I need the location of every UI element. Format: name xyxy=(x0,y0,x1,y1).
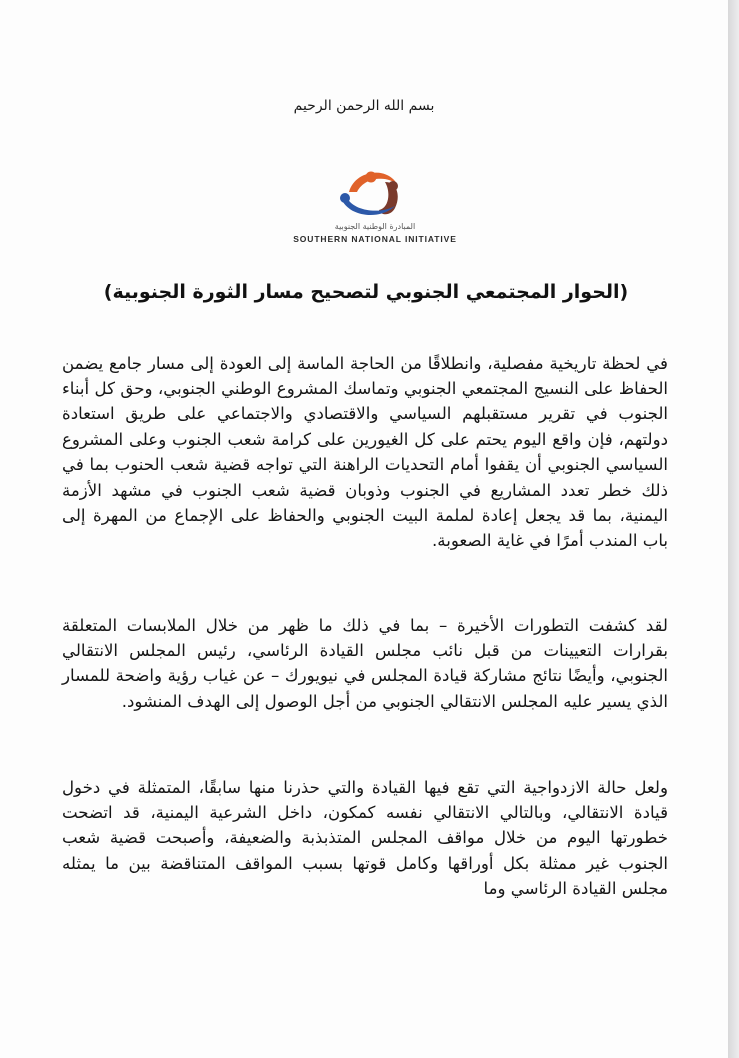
initiative-logo xyxy=(280,168,470,254)
paragraph-3: ولعل حالة الازدواجية التي تقع فيها القيادة والتي حذرنا منها سابقًا، المتمثلة في دخول قيادة الانتقالي، وبالتالي الانتقالي نفسه كمكون، داخل الشرعية اليمنية، قد اتضحت خطورتها اليوم من خلال مواقف المجلس المتذبذبة والضعيفة، وأصبحت قضية شعب الجنوب غير ممثلة بكل أوراقها وكامل قوتها بسبب المواقف المتناقضة بين ما يمثله مجلس القيادة الرئاسي وما xyxy=(62,777,668,899)
basmala-header: بسم الله الرحمن الرحيم xyxy=(293,98,435,114)
page-edge xyxy=(728,0,739,1058)
logo-arabic-name: المبادرة الوطنية الجنوبية xyxy=(334,222,416,231)
logo-english-name: SOUTHERN NATIONAL INITIATIVE xyxy=(293,234,457,244)
logo-emblem-icon xyxy=(335,168,415,222)
document-title: (الحوار المجتمعي الجنوبي لتصحيح مسار الثورة الجنوبية) xyxy=(103,281,629,303)
paragraph-2: لقد كشفت التطورات الأخيرة – بما في ذلك ما ظهر من خلال الملابسات المتعلقة بقرارات التعيينات من قبل نائب مجلس القيادة الرئاسي، رئيس المجلس الانتقالي الجنوبي، وأيضًا نتائج مشاركة قيادة المجلس في نيويورك – عن غياب رؤية واضحة للمسار الذي يسير عليه المجلس الانتقالي الجنوبي من أجل الوصول إلى الهدف المنشود. xyxy=(62,615,668,711)
paragraph-1: في لحظة تاريخية مفصلية، وانطلاقًا من الحاجة الماسة إلى العودة إلى مسار جامع يضمن الحفاظ على النسيج المجتمعي الجنوبي وتماسك المشروع الوطني الجنوبي، وحق كل أبناء الجنوب في تقرير مستقبلهم السياسي والاقتصادي والاجتماعي على طريق استعادة دولتهم، فإن واقع اليوم يحتم على كل الغيورين على كرامة شعب الجنوب وعلى المشروع السياسي الجنوبي أن يقفوا أمام التحديات الراهنة التي تواجه قضية شعب الحنوب بما في ذلك خطر تعدد المشاريع في الجنوب وذوبان قضية شعب الجنوب في مشهد الأزمة اليمنية، بما قد يجعل إعادة لملمة البيت الجنوبي والحفاظ على الإجماع من المهرة إلى باب المندب أمرًا في غاية الصعوبة. xyxy=(62,353,668,551)
